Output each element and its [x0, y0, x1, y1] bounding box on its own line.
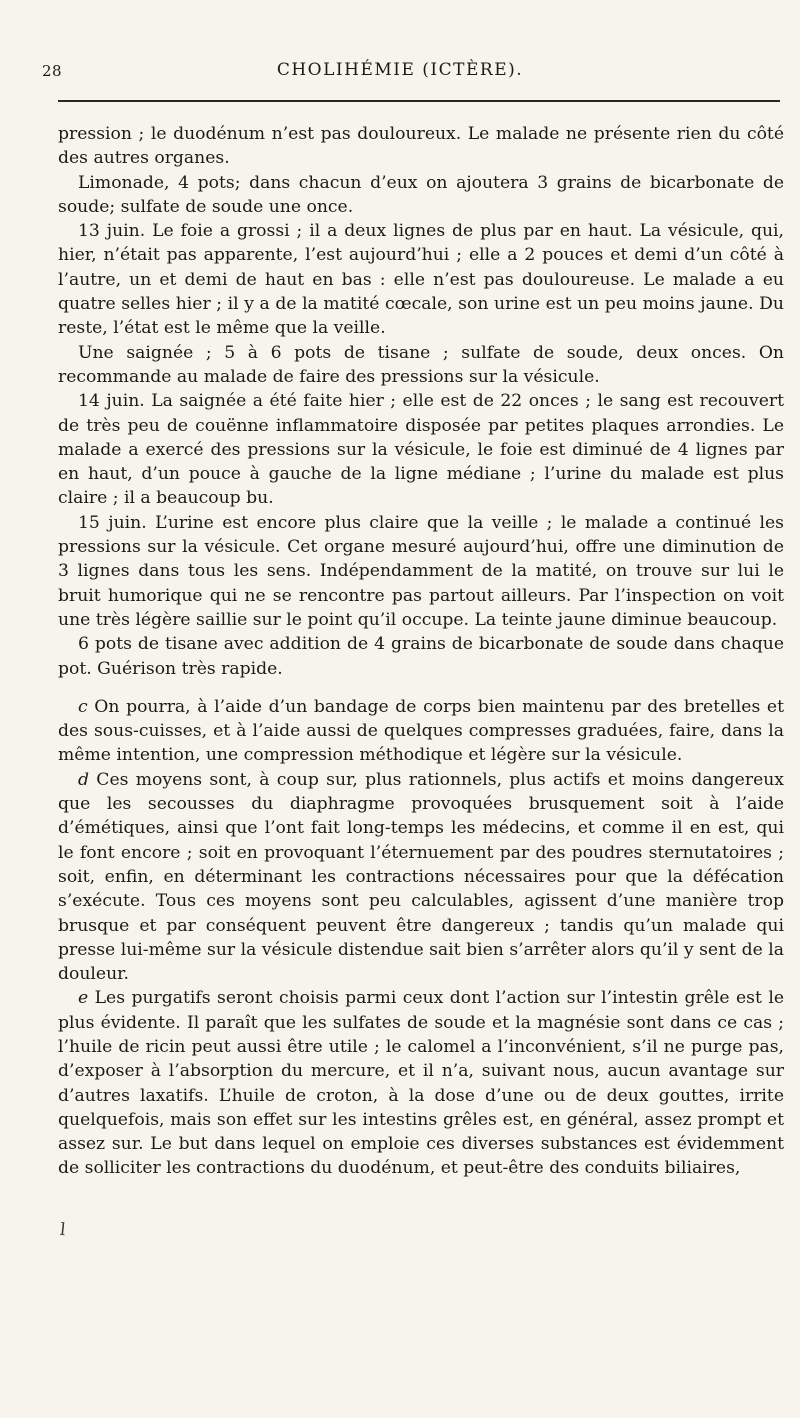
footnote-letter: c	[78, 696, 88, 717]
header-rule	[58, 100, 780, 102]
footnote-text: Ces moyens sont, à coup sur, plus rationnels, plus actifs et moins dangereux que les secousses du diaphragme provoquées brusquement soit à l’aide d’émétiques, ainsi que l’ont fait long-temps les médecins, et comme il en est, qui le font encore ; soit en provoquant l’éternuement par des poudres sternutatoires ; soit, enfin, en déterminant les contractions nécessaires pour que la défécation s’exécute. Tous ces moyens sont peu calculables, agissent d’une manière trop brusque et par conséquent peuvent être dangereux ; tandis qu’un malade qui presse lui-même sur la vésicule distendue sait bien s’arrêter alors qu’il y sent de la douleur.	[58, 769, 785, 985]
paragraph: 6 pots de tisane avec addition de 4 grains de bicarbonate de soude dans chaque pot. Guérison très rapide.	[58, 634, 784, 679]
footnote	[58, 695, 784, 768]
paragraph: 15 juin. L’urine est encore plus claire que la veille ; le malade a continué les pressions sur la vésicule. Cet organe mesuré aujourd’hui, offre une diminution de 3 lignes dans tous les sens. Indépendamment de la matité, on trouve sur lui le bruit humorique qui ne se rencontre pas partout ailleurs. Par l’inspection on voit une très légère saillie sur le point qu’il occupe. La teinte jaune diminue beaucoup.	[58, 512, 784, 630]
footnote-text: On pourra, à l’aide d’un bandage de corps bien maintenu par des bretelles et des sous-cuisses, et à l’aide aussi de quelques compresses graduées, faire, dans la même intention, une compression méthodique et légère sur la vésicule.	[58, 696, 784, 766]
paragraph: Une saignée ; 5 à 6 pots de tisane ; sulfate de soude, deux onces. On recommande au malade de faire des pressions sur la vésicule.	[58, 342, 784, 387]
footnote-letter: e	[78, 988, 89, 1009]
paragraph: pression ; le duodénum n’est pas douloureux. Le malade ne présente rien du côté des autres organes.	[58, 124, 784, 169]
margin-mark: l	[58, 1219, 67, 1241]
page-header	[0, 56, 800, 86]
running-head: CHOLIHÉMIE (ICTÈRE).	[276, 60, 524, 80]
footnote	[58, 986, 784, 1180]
page-number: 28	[42, 62, 63, 80]
footnote-letter: d	[78, 769, 90, 790]
footnote	[58, 768, 784, 987]
paragraph: 13 juin. Le foie a grossi ; il a deux lignes de plus par en haut. La vésicule, qui, hier, n’était pas apparente, l’est aujourd’hui ; elle a 2 pouces et demi d’un côté à l’autre, un et demi de haut en bas : elle n’est pas douloureuse. Le malade a eu quatre selles hier ; il y a de la matité cœcale, son urine est un peu moins jaune. Du reste, l’état est le même que la veille.	[58, 221, 784, 339]
paragraph: 14 juin. La saignée a été faite hier ; elle est de 22 onces ; le sang est recouvert de très peu de couënne inflammatoire disposée par petites plaques arrondies. Le malade a exercé des pressions sur la vésicule, le foie est diminué de 4 lignes par en haut, d’un pouce à gauche de la ligne médiane ; l’urine du malade est plus claire ; il a beaucoup bu.	[58, 391, 784, 509]
paragraph: Limonade, 4 pots; dans chacun d’eux on ajoutera 3 grains de bicarbonate de soude; sulfate de soude une once.	[58, 172, 784, 217]
body-text	[58, 122, 784, 1181]
footnote-text: Les purgatifs seront choisis parmi ceux dont l’action sur l’intestin grêle est le plus évidente. Il paraît que les sulfates de soude et la magnésie sont dans ce cas ; l’huile de ricin peut aussi être utile ; le calomel a l’inconvénient, s’il ne purge pas, d’exposer à l’absorption du mercure, et il n’a, suivant nous, aucun avantage sur d’autres laxatifs. L’huile de croton, à la dose d’une ou de deux gouttes, irrite quelquefois, mais son effet sur les intestins grêles est, en général, assez prompt et assez sur. Le but dans lequel on emploie ces diverses substances est évidemment de solliciter les contractions du duodénum, et peut-être des conduits biliaires,	[58, 988, 784, 1179]
